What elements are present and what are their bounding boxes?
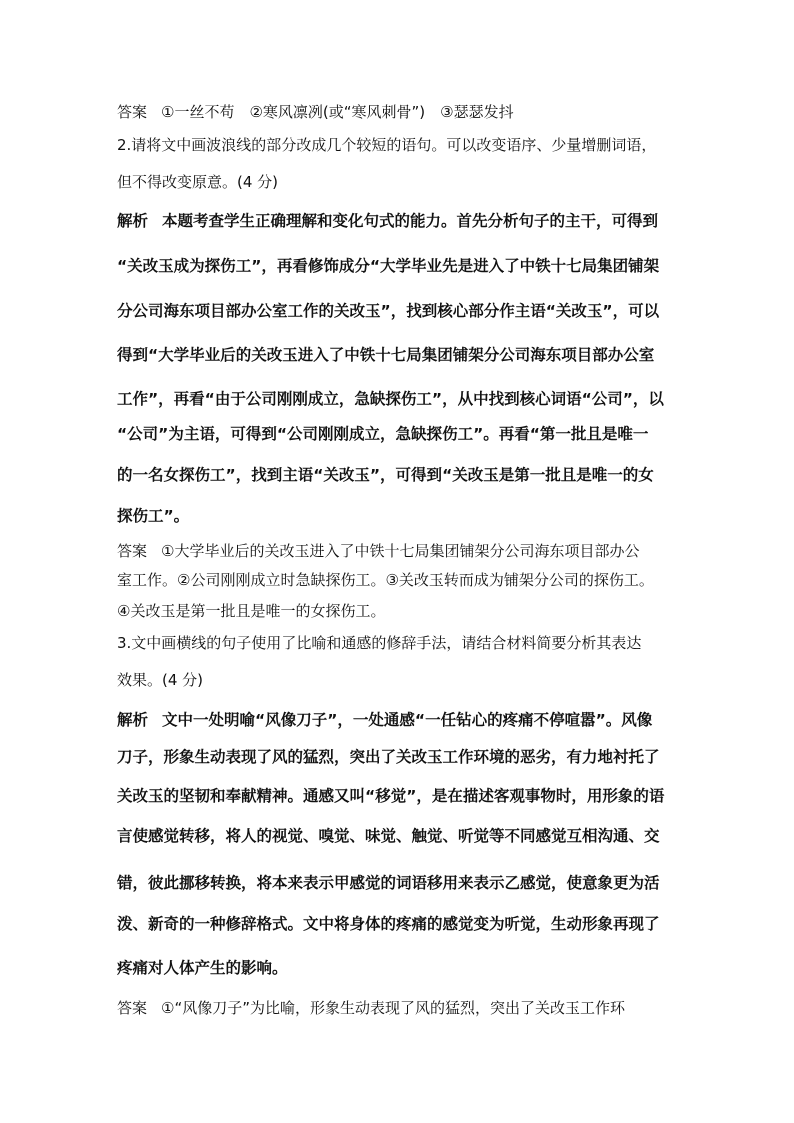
answer-line <box>117 601 687 621</box>
analysis-text: 疼痛对人体产生的影响。 <box>117 959 288 977</box>
answer-label: 答案 <box>117 999 148 1017</box>
analysis-text: 工作”，再看“由于公司刚刚成立，急缺探伤工”，从中找到核心词语“公司”，以 <box>117 390 664 408</box>
answer-line <box>117 570 687 590</box>
analysis-text: 探伤工”。 <box>117 507 190 525</box>
question-line <box>117 633 687 653</box>
answer-label: 答案 <box>117 542 148 560</box>
analysis-text: “公司”为主语，可得到“公司刚刚成立，急缺探伤工”。再看“第一批且是唯一 <box>117 425 649 443</box>
answer-label: 答案 <box>117 103 148 121</box>
analysis-line <box>117 873 687 893</box>
answer-line <box>117 998 687 1018</box>
question-text: 效果。(4 分) <box>117 671 204 689</box>
analysis-line <box>117 301 687 321</box>
analysis-label: 解析 <box>117 711 149 729</box>
answer-text: 室工作。②公司刚刚成立时急缺探伤工。③关改玉转而成为铺架分公司的探伤工。 <box>117 571 654 589</box>
analysis-text: 的一名女探伤工”，找到主语“关改玉”，可得到“关改玉是第一批且是唯一的女 <box>117 466 654 484</box>
analysis-line <box>117 256 687 276</box>
analysis-text: 刀子，形象生动表现了风的猛烈，突出了关改玉工作环境的恶劣，有力地衬托了 <box>117 748 660 766</box>
answer-text: ①“风像刀子”为比喻，形象生动表现了风的猛烈，突出了关改玉工作环 <box>161 999 626 1017</box>
analysis-label: 解析 <box>117 212 149 230</box>
answer-text: ①一丝不苟 ②寒风凛冽(或“寒风刺骨”) ③瑟瑟发抖 <box>161 103 514 121</box>
analysis-line <box>117 826 687 846</box>
question-text: 3.文中画横线的句子使用了比喻和通感的修辞手法，请结合材料简要分析其表达 <box>117 634 642 652</box>
analysis-line <box>117 914 687 934</box>
question-line <box>117 670 687 690</box>
answer-text: ④关改玉是第一批且是唯一的女探伤工。 <box>117 602 386 620</box>
analysis-line <box>117 958 687 978</box>
analysis-line <box>117 424 687 444</box>
answer-line <box>117 541 687 561</box>
analysis-line <box>117 465 687 485</box>
answer-line <box>117 102 687 122</box>
question-text: 2.请将文中画波浪线的部分改成几个较短的语句。可以改变语序、少量增删词语， <box>117 136 657 154</box>
analysis-text: 关改玉的坚韧和奉献精神。通感又叫“移觉”，是在描述客观事物时，用形象的语 <box>117 787 665 805</box>
analysis-text: 言使感觉转移，将人的视觉、嗅觉、味觉、触觉、听觉等不同感觉互相沟通、交 <box>117 827 660 845</box>
analysis-text: 文中一处明喻“风像刀子”，一处通感“一任钻心的疼痛不停喧嚣”。风像 <box>162 711 653 729</box>
analysis-text: 分公司海东项目部办公室工作的关改玉”，找到核心部分作主语“关改玉”，可以 <box>117 302 660 320</box>
analysis-line <box>117 710 687 730</box>
question-line <box>117 135 687 155</box>
question-line <box>117 172 687 192</box>
analysis-line <box>117 747 687 767</box>
analysis-line <box>117 211 687 231</box>
analysis-text: “关改玉成为探伤工”，再看修饰成分“大学毕业先是进入了中铁十七局集团铺架 <box>117 257 660 275</box>
question-text: 但不得改变原意。(4 分) <box>117 173 279 191</box>
analysis-line <box>117 506 687 526</box>
analysis-line <box>117 786 687 806</box>
analysis-text: 错，彼此挪移转换，将本来表示甲感觉的词语移用来表示乙感觉，使意象更为活 <box>117 874 660 892</box>
answer-text: ①大学毕业后的关改玉进入了中铁十七局集团铺架分公司海东项目部办公 <box>161 542 640 560</box>
analysis-line <box>117 345 687 365</box>
analysis-line <box>117 389 687 409</box>
analysis-text: 得到“大学毕业后的关改玉进入了中铁十七局集团铺架分公司海东项目部办公室 <box>117 346 655 364</box>
analysis-text: 泼、新奇的一种修辞格式。文中将身体的疼痛的感觉变为听觉，生动形象再现了 <box>117 915 660 933</box>
analysis-text: 本题考查学生正确理解和变化句式的能力。首先分析句子的主干，可得到 <box>162 212 659 230</box>
